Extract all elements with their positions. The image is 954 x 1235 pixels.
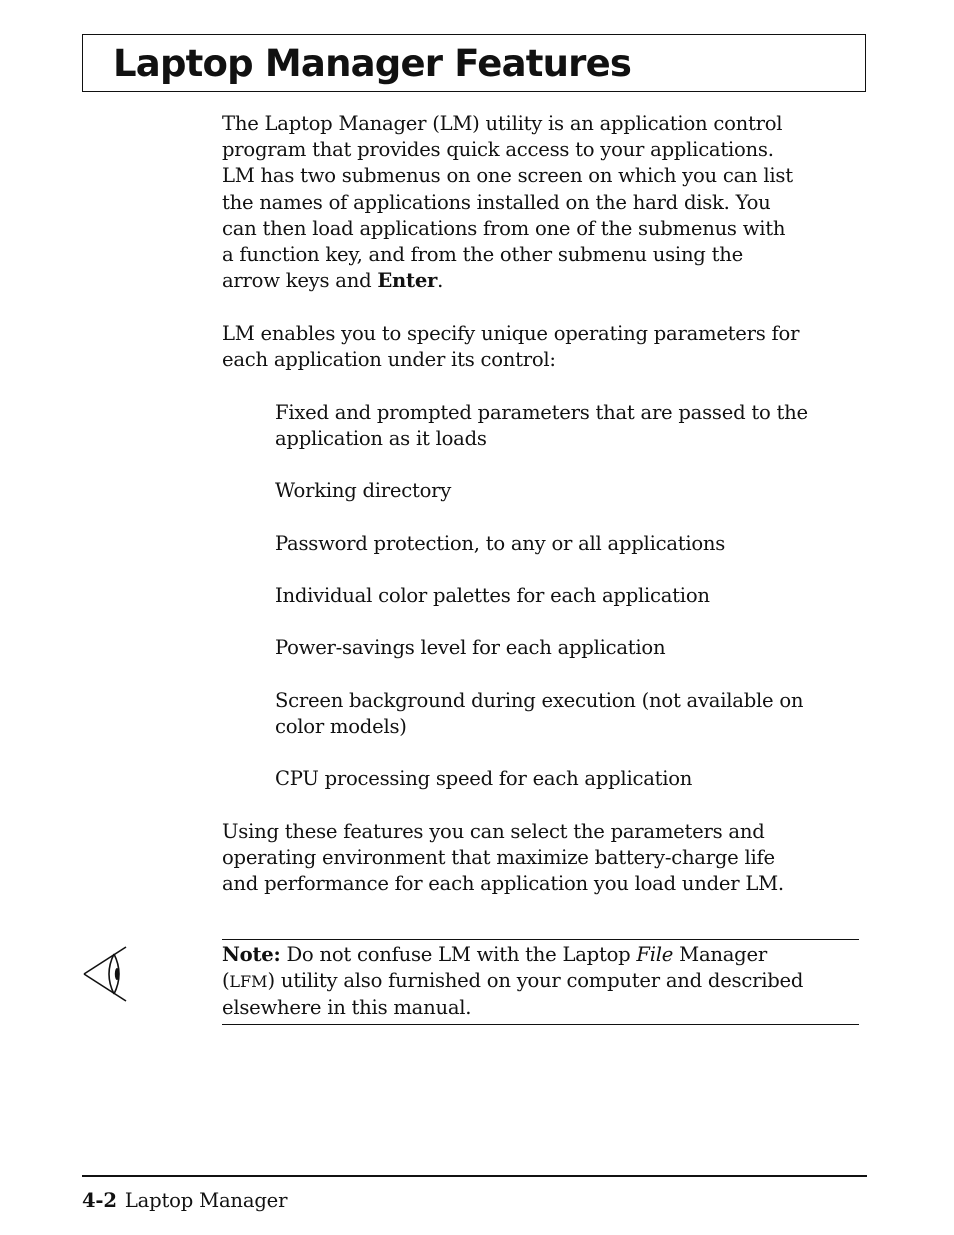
feature-line: Fixed and prompted parameters that are passed to the — [275, 401, 808, 424]
note-lfm-abbrev: LFM — [229, 972, 268, 992]
note-line-1 — [222, 942, 859, 968]
note-line-2-rest: ) utility also furnished on your computer and described — [267, 969, 804, 993]
feature-line: Power-savings level for each application — [275, 636, 666, 659]
intro-last-suffix: . — [437, 269, 444, 293]
note-box — [222, 939, 859, 1025]
intro-line: a function key, and from the other submenu using the — [222, 243, 743, 267]
intro-line: the names of applications installed on the hard disk. You — [222, 190, 771, 214]
intro-line: can then load applications from one of the submenus with — [222, 216, 786, 240]
params-intro-line: each application under its control: — [222, 348, 556, 372]
feature-item-parameters — [275, 400, 865, 452]
note-label: Note: — [222, 943, 281, 966]
feature-item-password — [275, 531, 865, 557]
summary-line: and performance for each application you load under LM. — [222, 872, 784, 896]
note-italic-file: File — [636, 943, 674, 966]
note-line-2 — [222, 968, 859, 995]
note-line-3: elsewhere in this manual. — [222, 996, 472, 1020]
note-text: Do not confuse LM with the Laptop — [280, 943, 637, 966]
feature-item-screen-background — [275, 688, 865, 740]
feature-line: Individual color palettes for each application — [275, 584, 710, 607]
intro-line: The Laptop Manager (LM) utility is an application control — [222, 112, 783, 135]
page-number: 4-2 — [82, 1189, 117, 1212]
note-text-suffix: Manager — [673, 943, 767, 966]
summary-paragraph — [222, 819, 862, 898]
feature-line: application as it loads — [275, 427, 487, 451]
enter-key-text: Enter — [377, 269, 438, 293]
intro-line: LM has two submenus on one screen on which you can list — [222, 164, 793, 188]
summary-line: Using these features you can select the parameters and — [222, 820, 765, 843]
feature-item-working-directory — [275, 478, 865, 504]
feature-item-power-savings — [275, 635, 865, 661]
eye-icon — [80, 944, 130, 1004]
title-box — [82, 34, 866, 92]
summary-line: operating environment that maximize battery-charge life — [222, 846, 775, 870]
feature-item-cpu-speed — [275, 766, 865, 792]
footer-rule — [82, 1175, 867, 1177]
intro-last-prefix: arrow keys and — [222, 269, 378, 293]
intro-line: program that provides quick access to your applications. — [222, 138, 774, 162]
intro-paragraph — [222, 111, 862, 294]
note-paren-open: ( — [222, 969, 230, 993]
page-footer — [82, 1188, 287, 1214]
intro-last-line — [222, 268, 862, 294]
params-intro-paragraph — [222, 321, 862, 373]
feature-line: Working directory — [275, 479, 452, 502]
feature-item-color-palettes — [275, 583, 865, 609]
page-title: Laptop Manager Features — [113, 42, 632, 85]
feature-line: CPU processing speed for each application — [275, 767, 693, 790]
params-intro-line: LM enables you to specify unique operating parameters for — [222, 322, 800, 345]
feature-line: Screen background during execution (not available on — [275, 689, 804, 712]
feature-line: Password protection, to any or all applications — [275, 532, 726, 555]
footer-section-title: Laptop Manager — [124, 1189, 288, 1212]
feature-line: color models) — [275, 715, 407, 739]
